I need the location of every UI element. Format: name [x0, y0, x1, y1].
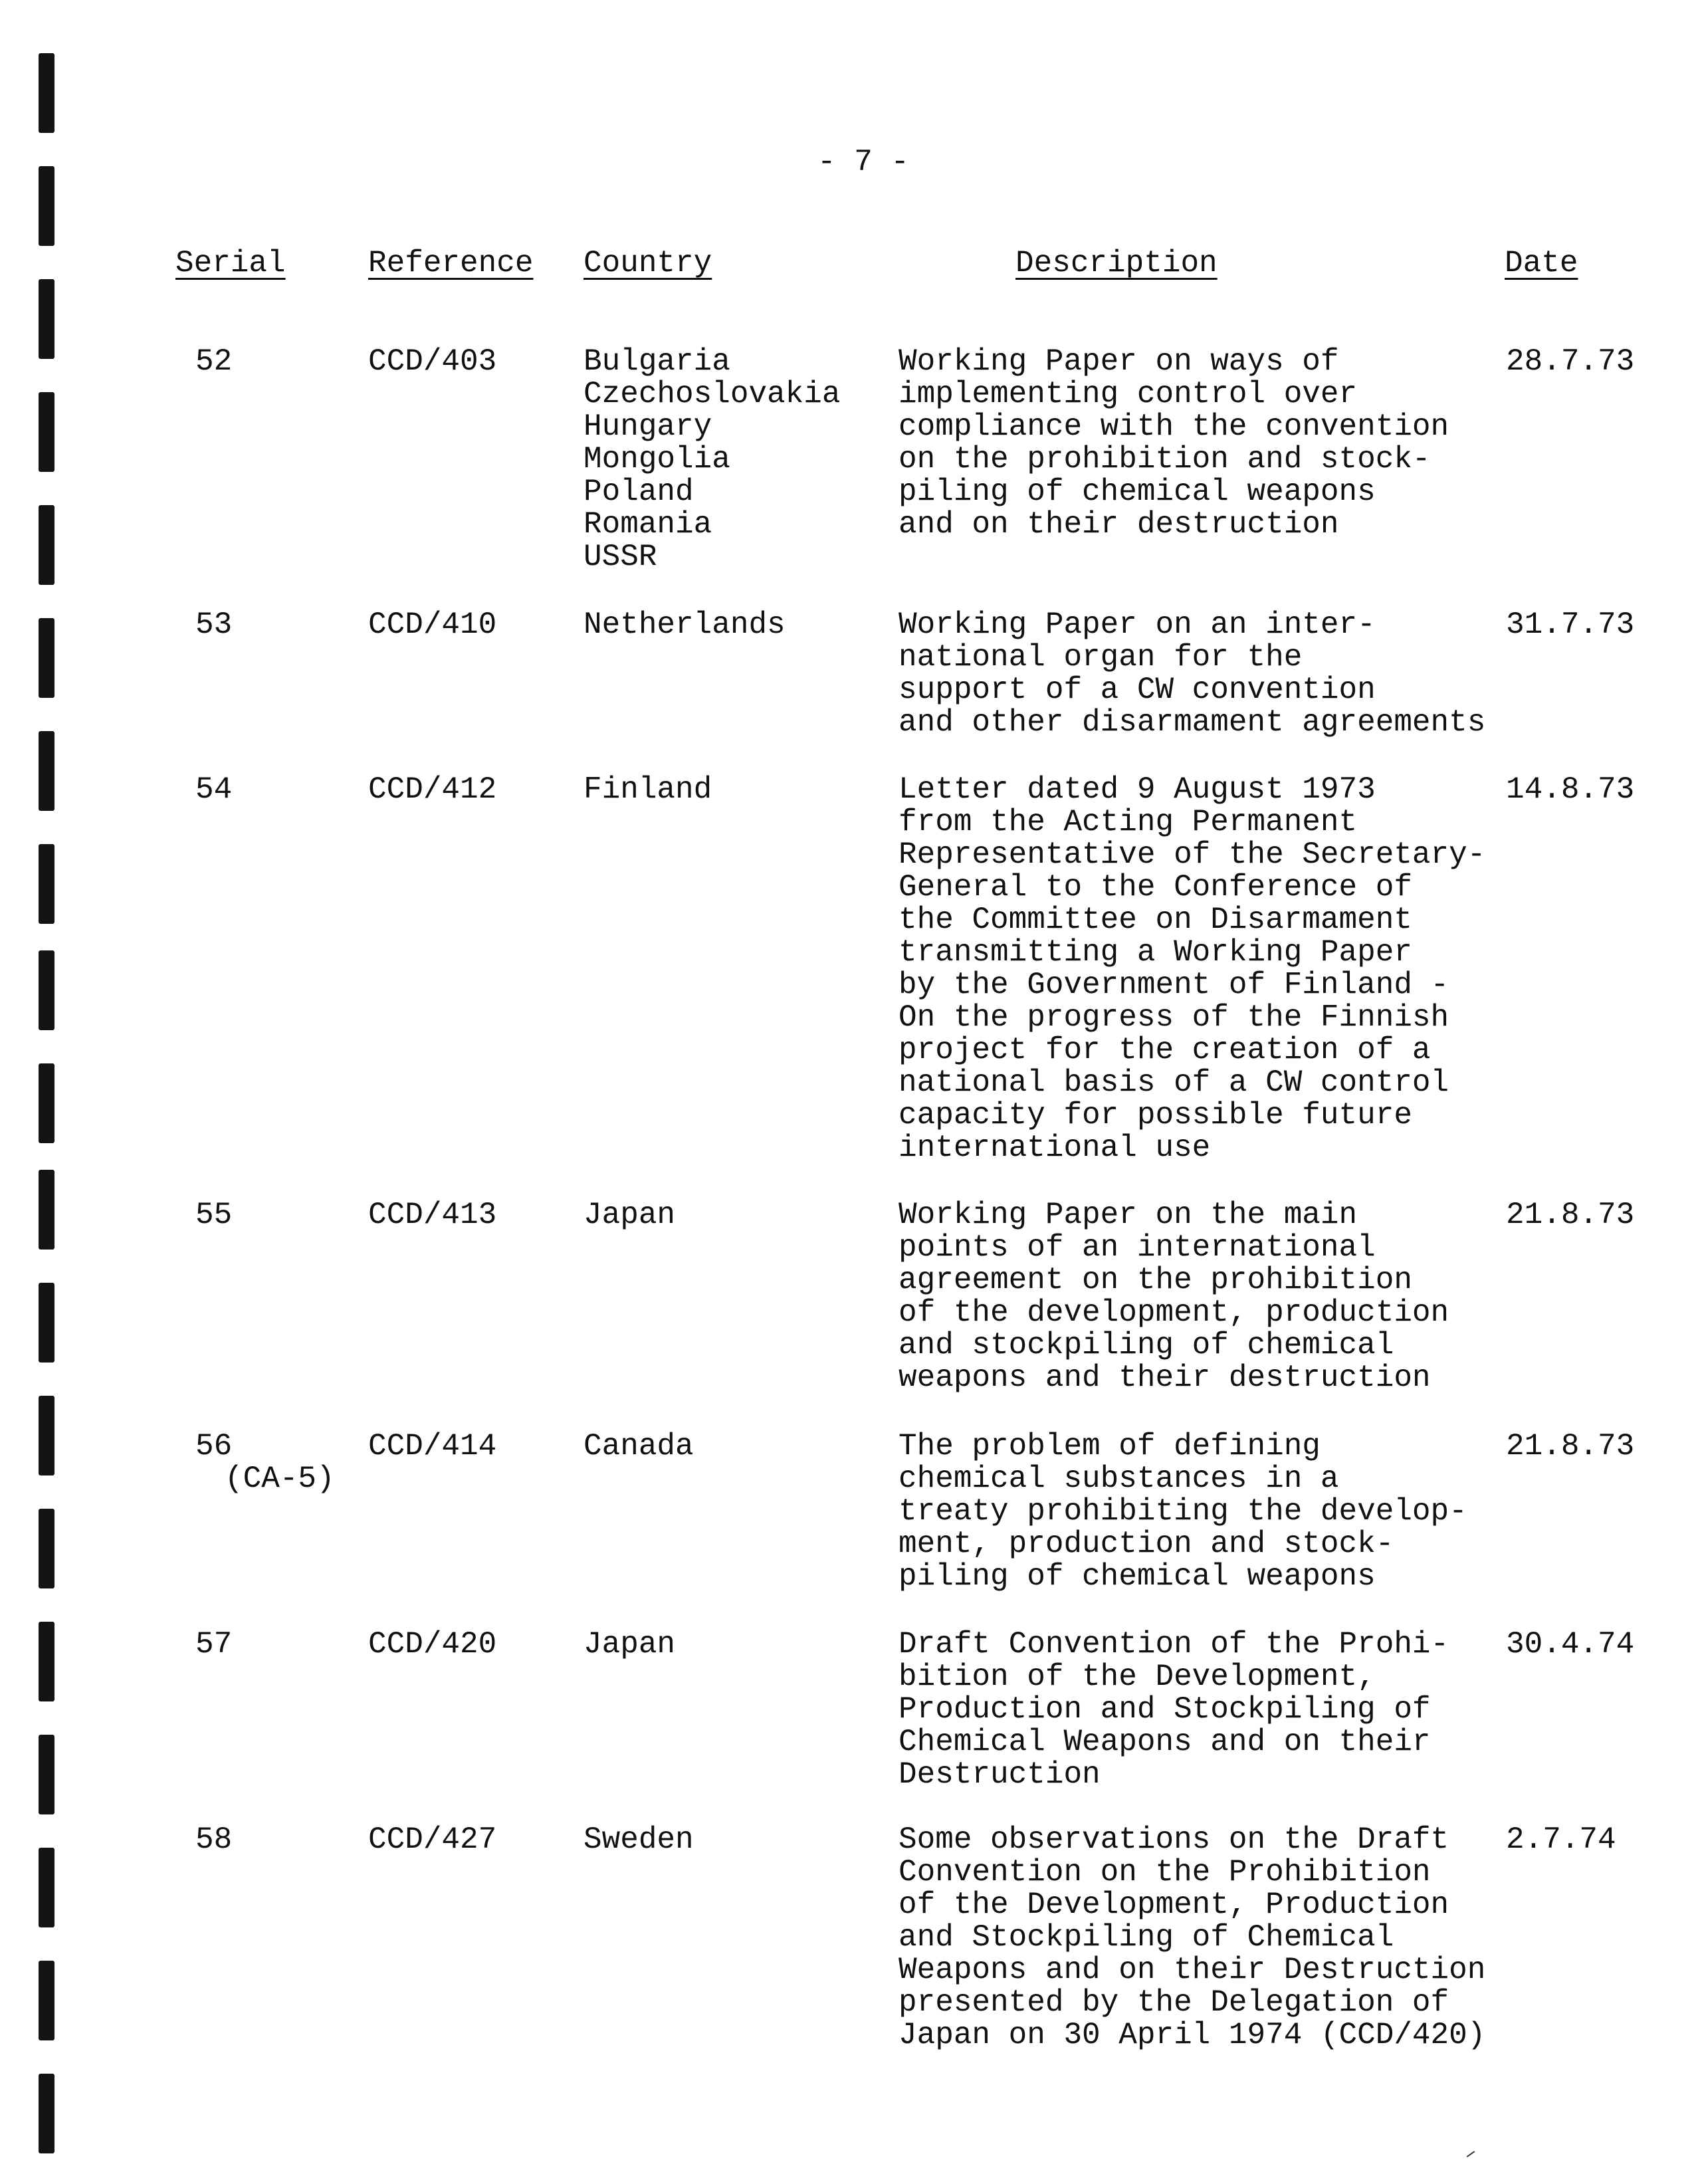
- description-line: Letter dated 9 August 1973: [899, 772, 1376, 807]
- country-name: Hungary: [584, 409, 712, 444]
- description-line: Working Paper on an inter-: [899, 607, 1376, 642]
- country-cell: [584, 1430, 694, 1463]
- description-line: from the Acting Permanent: [899, 805, 1358, 839]
- description-line: project for the creation of a: [899, 1033, 1431, 1067]
- description-line: Chemical Weapons and on their: [899, 1725, 1431, 1759]
- binding-mark: [39, 731, 54, 811]
- header-serial: Serial: [175, 246, 286, 280]
- date-cell: 28.7.73: [1506, 344, 1635, 379]
- description-line: agreement on the prohibition: [899, 1263, 1412, 1297]
- binding-mark: [39, 1283, 54, 1363]
- description-line: Japan on 30 April 1974 (CCD/420): [899, 2018, 1486, 2052]
- binding-mark: [39, 1961, 54, 2040]
- description-line: Working Paper on ways of: [899, 344, 1339, 379]
- header-country: Country: [584, 246, 712, 280]
- header-reference: Reference: [368, 246, 534, 280]
- country-name: Mongolia: [584, 442, 730, 477]
- page-number: - 7 -: [817, 145, 910, 179]
- description-line: On the progress of the Finnish: [899, 1000, 1449, 1035]
- binding-mark: [39, 166, 54, 246]
- description-line: piling of chemical weapons: [899, 475, 1376, 509]
- description-line: of the development, production: [899, 1295, 1449, 1330]
- country-name: Finland: [584, 772, 712, 807]
- date-cell: 2.7.74: [1506, 1822, 1616, 1857]
- description-line: Weapons and on their Destruction: [899, 1953, 1486, 1987]
- country-cell: [584, 346, 840, 574]
- description-line: support of a CW convention: [899, 673, 1376, 707]
- binding-mark: [39, 53, 54, 133]
- description-line: by the Government of Finland -: [899, 968, 1449, 1002]
- binding-mark: [39, 505, 54, 585]
- binding-mark: [39, 1063, 54, 1143]
- description-line: national organ for the: [899, 640, 1303, 675]
- binding-mark: [39, 279, 54, 359]
- reference-cell: CCD/412: [368, 772, 497, 807]
- serial-cell: 55: [195, 1198, 233, 1232]
- description-line: and Stockpiling of Chemical: [899, 1920, 1394, 1955]
- reference-cell: CCD/403: [368, 344, 497, 379]
- serial-cell: 56: [195, 1429, 233, 1464]
- header-description: Description: [1015, 246, 1218, 280]
- description-line: ment, production and stock-: [899, 1527, 1394, 1561]
- serial-cell: 58: [195, 1822, 233, 1857]
- description-line: Production and Stockpiling of: [899, 1692, 1431, 1727]
- country-name: Bulgaria: [584, 344, 730, 379]
- country-name: Japan: [584, 1627, 676, 1662]
- binding-mark: [39, 618, 54, 698]
- country-name: Romania: [584, 507, 712, 542]
- country-cell: [584, 1628, 675, 1661]
- description-line: and other disarmament agreements: [899, 705, 1486, 740]
- description-cell: [899, 774, 1485, 1164]
- header-date: Date: [1505, 246, 1578, 280]
- date-cell: 31.7.73: [1506, 607, 1635, 642]
- description-line: international use: [899, 1131, 1211, 1165]
- description-line: weapons and their destruction: [899, 1361, 1431, 1395]
- country-name: Canada: [584, 1429, 694, 1464]
- description-line: compliance with the convention: [899, 409, 1449, 444]
- description-line: treaty prohibiting the develop-: [899, 1494, 1467, 1529]
- description-cell: [899, 1824, 1485, 2052]
- binding-mark: [39, 1396, 54, 1475]
- description-line: Representative of the Secretary-: [899, 837, 1486, 872]
- country-name: Czechoslovakia: [584, 377, 841, 411]
- description-line: presented by the Delegation of: [899, 1985, 1449, 2020]
- description-line: and on their destruction: [899, 507, 1339, 542]
- description-line: bition of the Development,: [899, 1660, 1376, 1694]
- binding-mark: [39, 950, 54, 1030]
- country-name: Sweden: [584, 1822, 694, 1857]
- reference-cell: CCD/410: [368, 607, 497, 642]
- description-line: Convention on the Prohibition: [899, 1855, 1431, 1890]
- description-line: Destruction: [899, 1757, 1101, 1792]
- binding-mark: [39, 1509, 54, 1588]
- description-line: chemical substances in a: [899, 1462, 1339, 1496]
- description-line: Working Paper on the main: [899, 1198, 1358, 1232]
- description-line: Some observations on the Draft: [899, 1822, 1449, 1857]
- description-cell: [899, 1430, 1467, 1593]
- serial-cell: 54: [195, 772, 233, 807]
- description-line: General to the Conference of: [899, 870, 1412, 905]
- description-line: implementing control over: [899, 377, 1358, 411]
- reference-cell: CCD/420: [368, 1627, 497, 1662]
- binding-mark: [39, 1848, 54, 1927]
- description-line: The problem of defining: [899, 1429, 1321, 1464]
- country-name: Japan: [584, 1198, 676, 1232]
- reference-cell: CCD/427: [368, 1822, 497, 1857]
- date-cell: 21.8.73: [1506, 1429, 1635, 1464]
- serial-cell: 52: [195, 344, 233, 379]
- description-cell: [899, 1199, 1449, 1394]
- country-name: USSR: [584, 540, 657, 574]
- serial-sub-cell: (CA-5): [225, 1462, 335, 1496]
- country-cell: [584, 1199, 675, 1232]
- description-line: national basis of a CW control: [899, 1065, 1449, 1100]
- binding-mark: [39, 1735, 54, 1814]
- serial-cell: 53: [195, 607, 233, 642]
- binding-mark: [39, 392, 54, 472]
- pen-mark: [1467, 2151, 1475, 2157]
- description-line: piling of chemical weapons: [899, 1559, 1376, 1594]
- description-line: and stockpiling of chemical: [899, 1328, 1394, 1363]
- description-cell: [899, 1628, 1449, 1791]
- description-line: capacity for possible future: [899, 1098, 1412, 1133]
- binding-mark: [39, 844, 54, 924]
- date-cell: 30.4.74: [1506, 1627, 1635, 1662]
- serial-cell: 57: [195, 1627, 233, 1662]
- description-line: the Committee on Disarmament: [899, 903, 1412, 937]
- description-cell: [899, 609, 1485, 739]
- date-cell: 21.8.73: [1506, 1198, 1635, 1232]
- country-name: Netherlands: [584, 607, 786, 642]
- description-line: on the prohibition and stock-: [899, 442, 1431, 477]
- country-name: Poland: [584, 475, 694, 509]
- country-cell: [584, 774, 712, 806]
- date-cell: 14.8.73: [1506, 772, 1635, 807]
- reference-cell: CCD/414: [368, 1429, 497, 1464]
- description-line: of the Development, Production: [899, 1888, 1449, 1922]
- binding-mark: [39, 2074, 54, 2153]
- description-line: Draft Convention of the Prohi-: [899, 1627, 1449, 1662]
- description-line: transmitting a Working Paper: [899, 935, 1412, 970]
- binding-mark: [39, 1622, 54, 1701]
- country-cell: [584, 1824, 694, 1856]
- description-line: points of an international: [899, 1230, 1376, 1265]
- reference-cell: CCD/413: [368, 1198, 497, 1232]
- description-cell: [899, 346, 1449, 541]
- binding-mark: [39, 1170, 54, 1250]
- country-cell: [584, 609, 786, 641]
